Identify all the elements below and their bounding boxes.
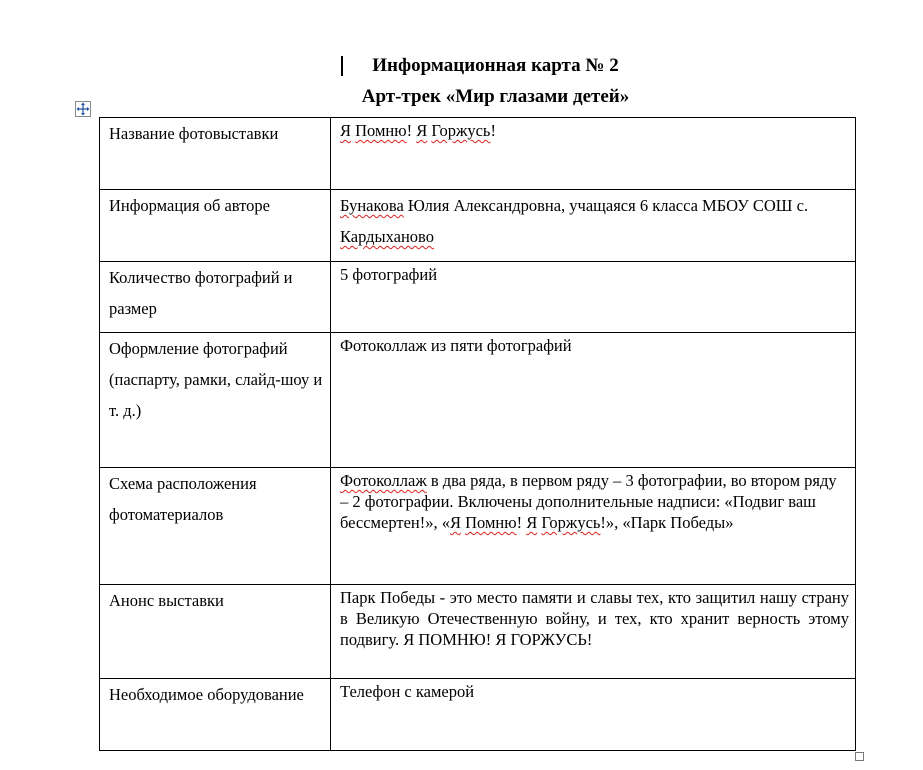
row-value[interactable]: Фотоколлаж из пяти фотографий: [331, 333, 856, 468]
row-label: Название фотовыставки: [100, 118, 331, 190]
table-row: [100, 190, 856, 262]
row-label: Оформление фотографий (паспарту, рамки, слайд-шоу и т. д.): [100, 333, 331, 468]
row-label: Анонс выставки: [100, 585, 331, 679]
row-value[interactable]: Фотоколлаж в два ряда, в первом ряду – 3 фотографии, во втором ряду – 2 фотографии. Включены дополнительные надписи: «Подвиг ваш бессмертен!», «Я Помню! Я Горжусь!», «Парк Победы»: [331, 468, 856, 585]
table-row: [100, 118, 856, 190]
table-row: [100, 679, 856, 751]
row-label: Информация об авторе: [100, 190, 331, 262]
table-row: [100, 333, 856, 468]
row-value[interactable]: 5 фотографий: [331, 262, 856, 333]
row-label: Необходимое оборудование: [100, 679, 331, 751]
info-table: [99, 117, 856, 751]
row-value[interactable]: Я Помню! Я Горжусь!: [331, 118, 856, 190]
table-move-handle-icon[interactable]: [75, 101, 91, 117]
row-label: Количество фотографий и размер: [100, 262, 331, 333]
row-value[interactable]: Бунакова Юлия Александровна, учащаяся 6 класса МБОУ СОШ с. Кардыханово: [331, 190, 856, 262]
row-value[interactable]: Телефон с камерой: [331, 679, 856, 751]
four-arrows-icon: [76, 102, 90, 116]
table-row: [100, 262, 856, 333]
row-label: Схема расположения фотоматериалов: [100, 468, 331, 585]
document-title: Информационная карта № 2: [372, 55, 619, 76]
table-row: [100, 468, 856, 585]
row-value[interactable]: Парк Победы - это место памяти и славы тех, кто защитил нашу страну в Великую Отечественную войну, и тех, кто хранит верность этому подвигу. Я ПОМНЮ! Я ГОРЖУСЬ!: [331, 585, 856, 679]
document-subtitle: Арт-трек «Мир глазами детей»: [361, 86, 630, 107]
table-resize-handle[interactable]: [855, 752, 864, 761]
table-row: [100, 585, 856, 679]
